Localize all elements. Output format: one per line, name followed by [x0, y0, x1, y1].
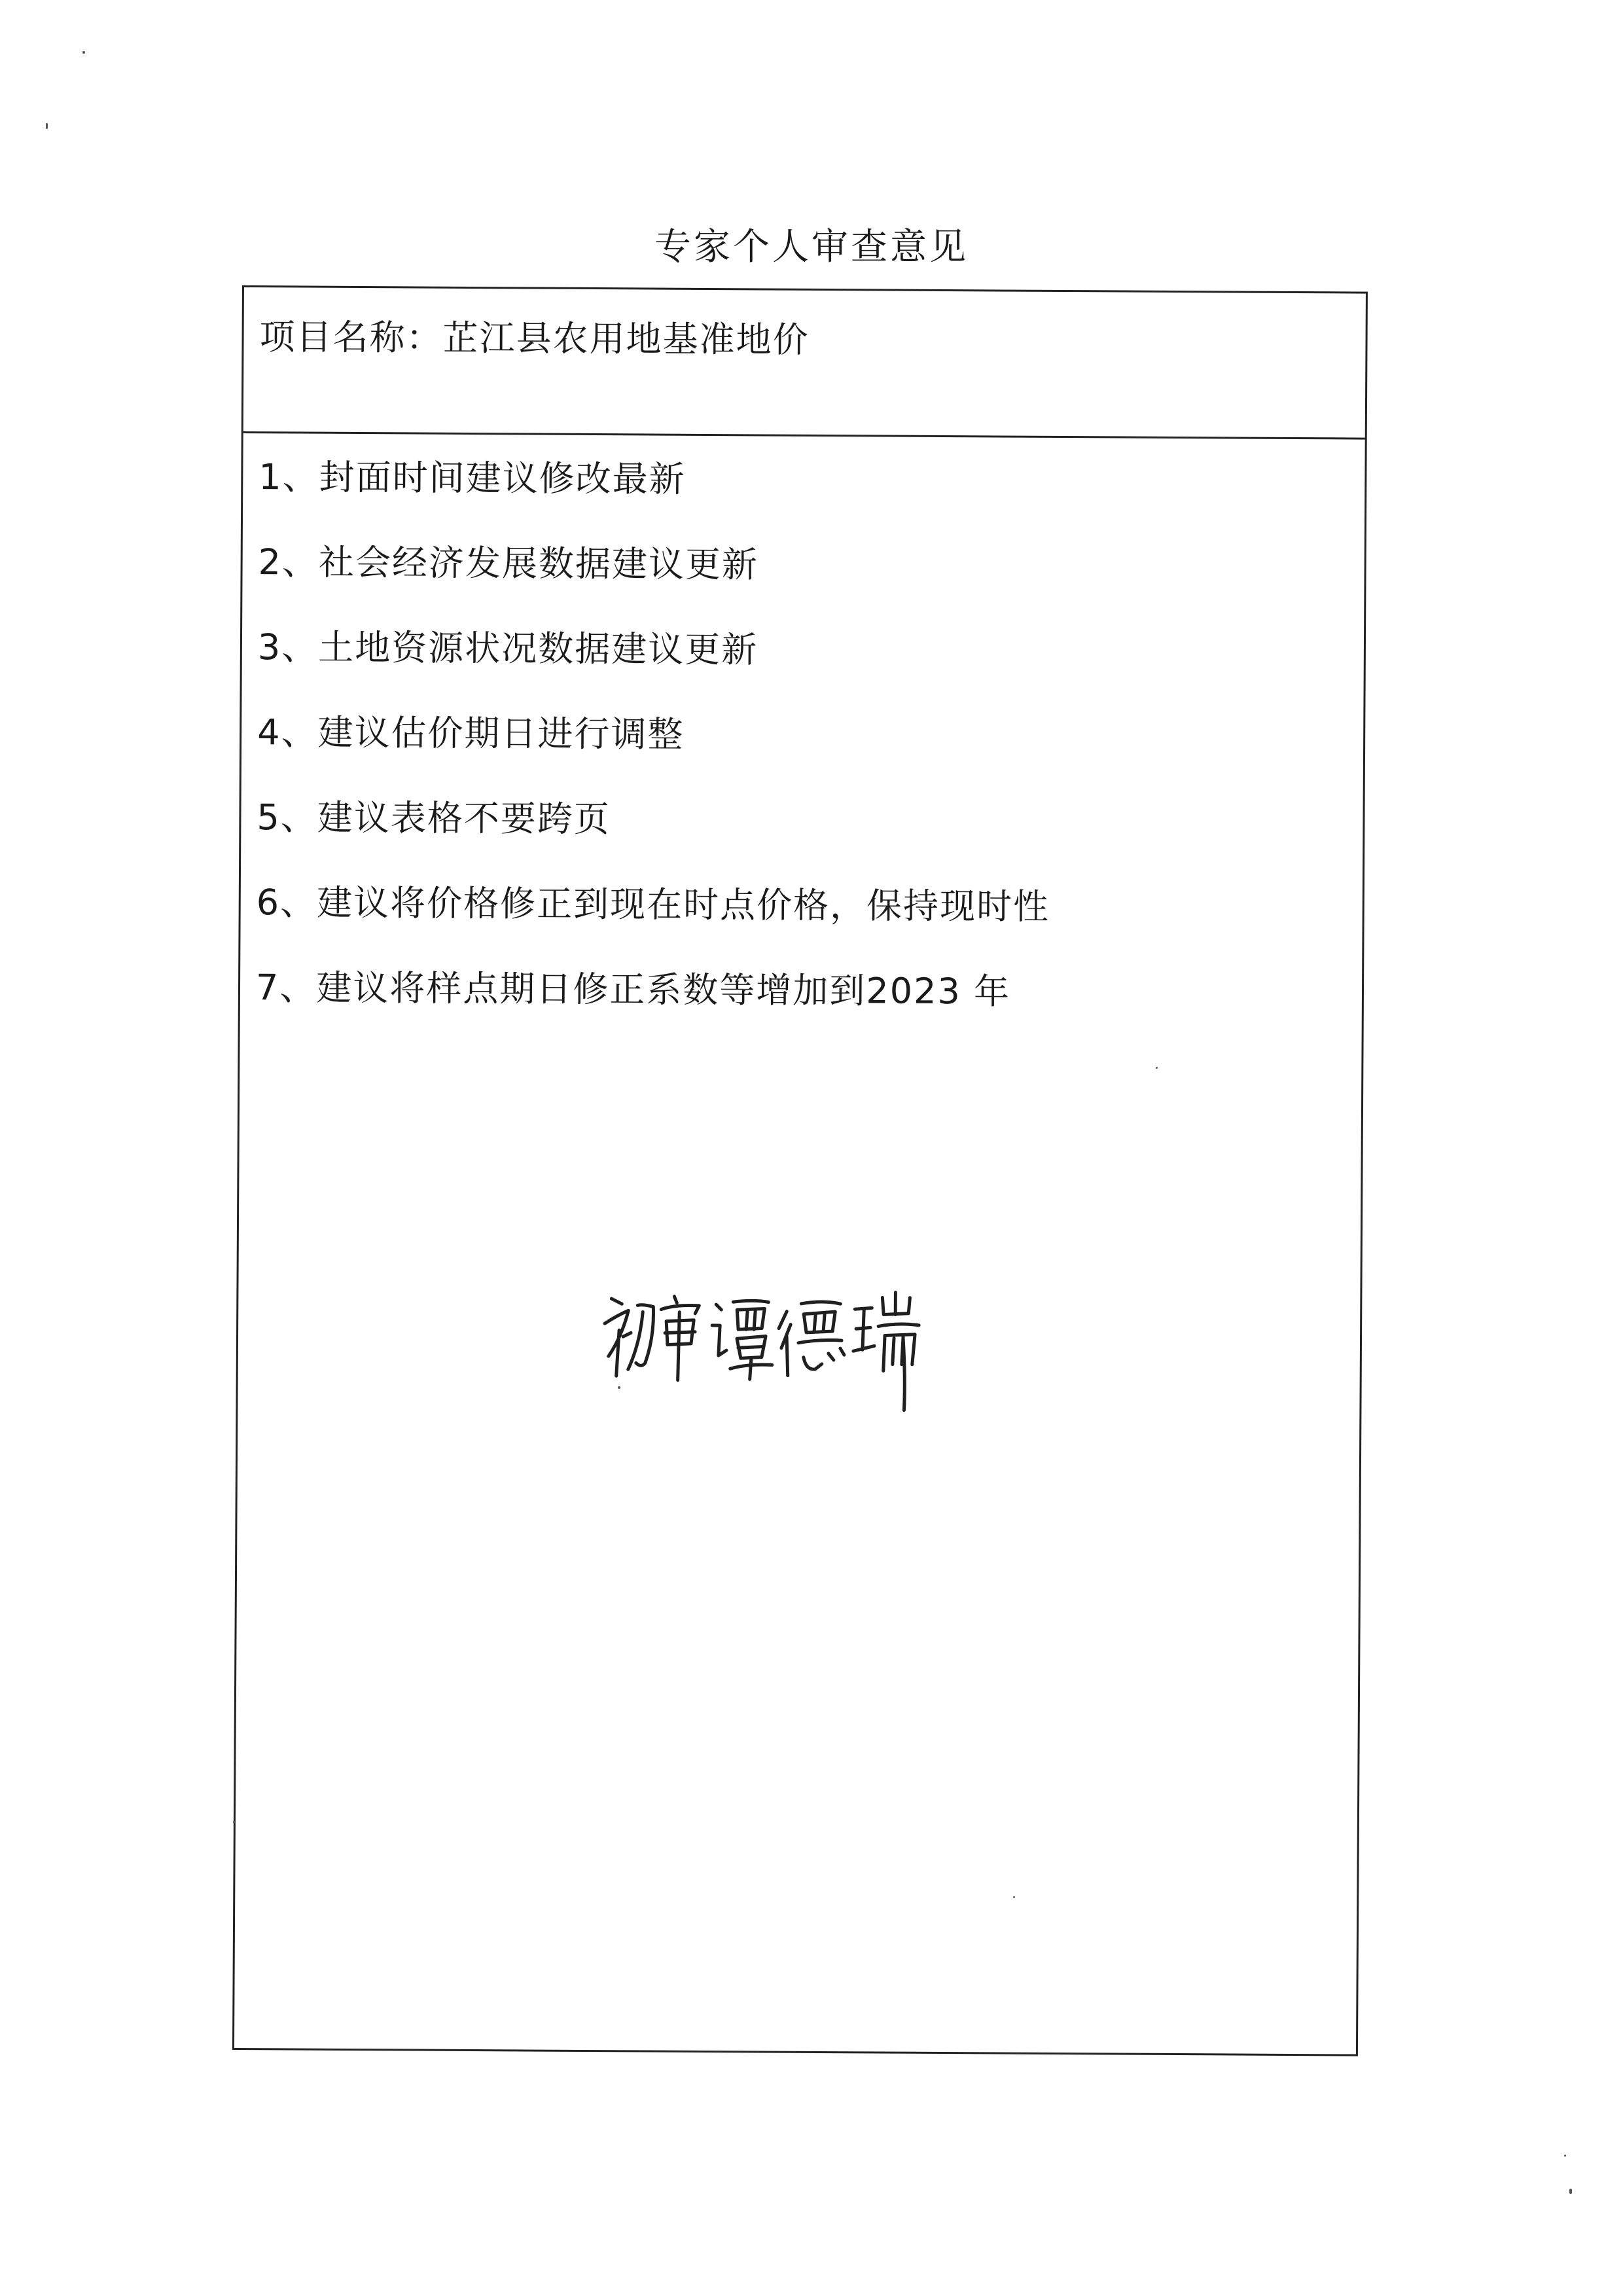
scan-speck	[46, 123, 48, 129]
comment-item-3: 3、土地资源状况数据建议更新	[257, 626, 758, 671]
comment-item-6: 6、建议将价格修正到现在时点价格，保持现时性	[256, 882, 1050, 927]
comment-item-2: 2、社会经济发展数据建议更新	[258, 541, 759, 586]
review-form-table	[232, 285, 1368, 2056]
handwritten-signature	[596, 1265, 924, 1417]
project-name-cell	[243, 287, 1366, 440]
scan-speck	[1569, 2189, 1572, 2194]
review-comments-list	[256, 451, 1052, 1051]
scan-speck	[1013, 1896, 1015, 1898]
project-name-label: 项目名称：芷江县农用地基准地价	[259, 316, 810, 361]
scan-speck	[82, 51, 85, 54]
comment-item-4: 4、建议估价期日进行调整	[257, 711, 685, 755]
scan-speck	[618, 1386, 620, 1389]
comment-item-5: 5、建议表格不要跨页	[257, 797, 611, 840]
page-title: 专家个人审查意见	[654, 226, 969, 268]
comment-item-7: 7、建议将样点期日修正系数等增加到2023 年	[255, 967, 1011, 1013]
scan-speck	[233, 1821, 235, 1823]
comment-item-1: 1、封面时间建议修改最新	[259, 456, 686, 500]
scan-speck	[1564, 2155, 1566, 2157]
scan-speck	[1156, 1067, 1158, 1069]
